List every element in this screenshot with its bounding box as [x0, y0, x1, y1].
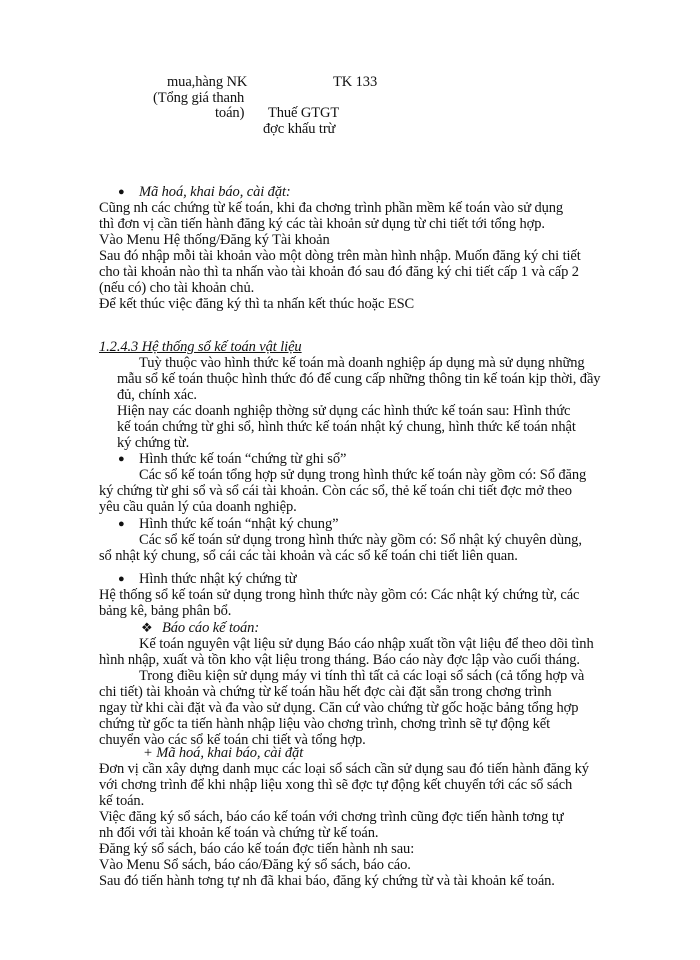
- condition-line: chứng từ gốc ta tiến hành nhập liệu vào chơng trình, chơng trình sẽ tự động kết: [99, 716, 551, 732]
- final-line: với chơng trình để khi nhập liệu xong thì sẽ đợc tự động kết chuyển tới các sổ sách: [99, 777, 573, 793]
- bullet1-title: Hình thức kế toán “chứng từ ghi sổ”: [139, 451, 347, 467]
- report-line: hình nhập, xuất và tồn kho vật liệu trong tháng. Báo cáo này đợc lập vào cuối tháng.: [99, 652, 580, 668]
- header-col2-line1: TK 133: [333, 74, 378, 90]
- para1-line: Tuỳ thuộc vào hình thức kế toán mà doanh nghiệp áp dụng mà sử dụng những: [139, 355, 585, 371]
- condition-line: Trong điều kiện sử dụng máy vi tính thì tất cả các loại sổ sách (cả tổng hợp và: [139, 668, 585, 684]
- condition-line: ngay từ khi cài đặt và đa vào sử dụng. Căn cứ vào chứng từ gốc hoặc bảng tổng hợp: [99, 700, 579, 716]
- report-line: Kế toán nguyên vật liệu sử dụng Báo cáo nhập xuất tồn vật liệu để theo dõi tình: [139, 636, 594, 652]
- section1-line: Sau đó nhập mỗi tài khoản vào một dòng trên màn hình nhập. Muốn đăng ký chi tiết: [99, 248, 581, 264]
- bullet3-line: bảng kê, bảng phân bổ.: [99, 603, 232, 619]
- header-col1-line2: (Tổng giá thanh: [153, 90, 245, 106]
- condition-line: chi tiết) tài khoản và chứng từ kế toán hầu hết đợc cài đặt sẵn trong chơng trình: [99, 684, 552, 700]
- section1-title: Mã hoá, khai báo, cài đặt:: [139, 184, 291, 200]
- final-line: Đăng ký sổ sách, báo cáo kế toán đợc tiến hành nh sau:: [99, 841, 415, 857]
- final-line: nh đối với tài khoản kế toán và chứng từ kế toán.: [99, 825, 379, 841]
- bullet-icon: ●: [118, 573, 125, 585]
- header-col1-line3: toán): [215, 105, 245, 121]
- para1-line: đủ, chính xác.: [117, 387, 197, 403]
- final-line: Việc đăng ký sổ sách, báo cáo kế toán với chơng trình cũng đợc tiến hành tơng tự: [99, 809, 564, 825]
- section1-line: thì đơn vị cần tiến hành đăng ký các tài khoản sử dụng từ chi tiết tới tổng hợp.: [99, 216, 545, 232]
- section1-line: Để kết thúc việc đăng ký thì ta nhấn kết thúc hoặc ESC: [99, 296, 415, 312]
- header-col1-line1: mua,hàng NK: [167, 74, 248, 90]
- section2-heading: 1.2.4.3 Hệ thống sổ kế toán vật liệu: [99, 339, 302, 355]
- bullet-icon: ●: [118, 186, 125, 198]
- diamond-bullet-icon: ❖: [141, 620, 153, 635]
- section1-line: Cũng nh các chứng từ kế toán, khi đa chơng trình phần mềm kế toán vào sử dụng: [99, 200, 564, 216]
- bullet2-line: Các sổ kế toán sử dụng trong hình thức này gồm có: Sổ nhật ký chuyên dùng,: [139, 532, 582, 548]
- bullet1-line: ký chứng từ ghi sổ và sổ cái tài khoản. Còn các sổ, thẻ kế toán chi tiết đợc mở theo: [99, 483, 572, 499]
- para2-line: ký chứng từ.: [117, 435, 190, 451]
- section1-line: Vào Menu Hệ thống/Đăng ký Tài khoản: [99, 232, 330, 248]
- bullet2-title: Hình thức kế toán “nhật ký chung”: [139, 516, 339, 532]
- bullet1-line: yêu cầu quản lý của doanh nghiệp.: [99, 499, 297, 515]
- para2-line: kế toán chứng từ ghi sổ, hình thức kế toán nhật ký chung, hình thức kế toán nhật: [117, 419, 576, 435]
- final-line: Đơn vị cần xây dựng danh mục các loại sổ sách cần sử dụng sau đó tiến hành đăng ký: [99, 761, 589, 777]
- last-line: Sau đó tiến hành tơng tự nh đã khai báo, đăng ký chứng từ và tài khoản kế toán.: [99, 873, 555, 889]
- bullet1-line: Các sổ kế toán tổng hợp sử dụng trong hình thức kế toán này gồm có: Sổ đăng: [139, 467, 587, 483]
- header-col2-line3: đợc khấu trừ: [263, 121, 336, 137]
- bullet-icon: ●: [118, 518, 125, 530]
- section1-line: cho tài khoản nào thì ta nhấn vào tài khoản đó sau đó đăng ký chi tiết cấp 1 và cấp 2: [99, 264, 579, 280]
- bullet-icon: ●: [118, 453, 125, 465]
- para2-line: Hiện nay các doanh nghiệp thờng sử dụng các hình thức kế toán sau: Hình thức: [117, 403, 571, 419]
- menu-line: Vào Menu Sổ sách, báo cáo/Đăng ký sổ sách, báo cáo.: [99, 857, 411, 873]
- plus-title: + Mã hoá, khai báo, cài đặt: [143, 745, 304, 761]
- bullet3-line: Hệ thống sổ kế toán sử dụng trong hình thức này gồm có: Các nhật ký chứng từ, các: [99, 587, 580, 603]
- para1-line: mẫu sổ kế toán thuộc hình thức đó để cung cấp những thông tin kế toán kịp thời, đầy: [117, 371, 601, 387]
- section1-line: (nếu có) cho tài khoản chủ.: [99, 280, 255, 296]
- condition-line: chuyển vào các sổ kế toán chi tiết và tổng hợp.: [99, 732, 366, 748]
- header-col2-line2: Thuế GTGT: [268, 105, 340, 121]
- final-line: kế toán.: [99, 793, 145, 809]
- bullet2-line: sổ nhật ký chung, sổ cái các tài khoản và các sổ kế toán chi tiết liên quan.: [99, 548, 518, 564]
- report-title: Báo cáo kế toán:: [162, 620, 260, 636]
- bullet3-title: Hình thức nhật ký chứng từ: [139, 571, 297, 587]
